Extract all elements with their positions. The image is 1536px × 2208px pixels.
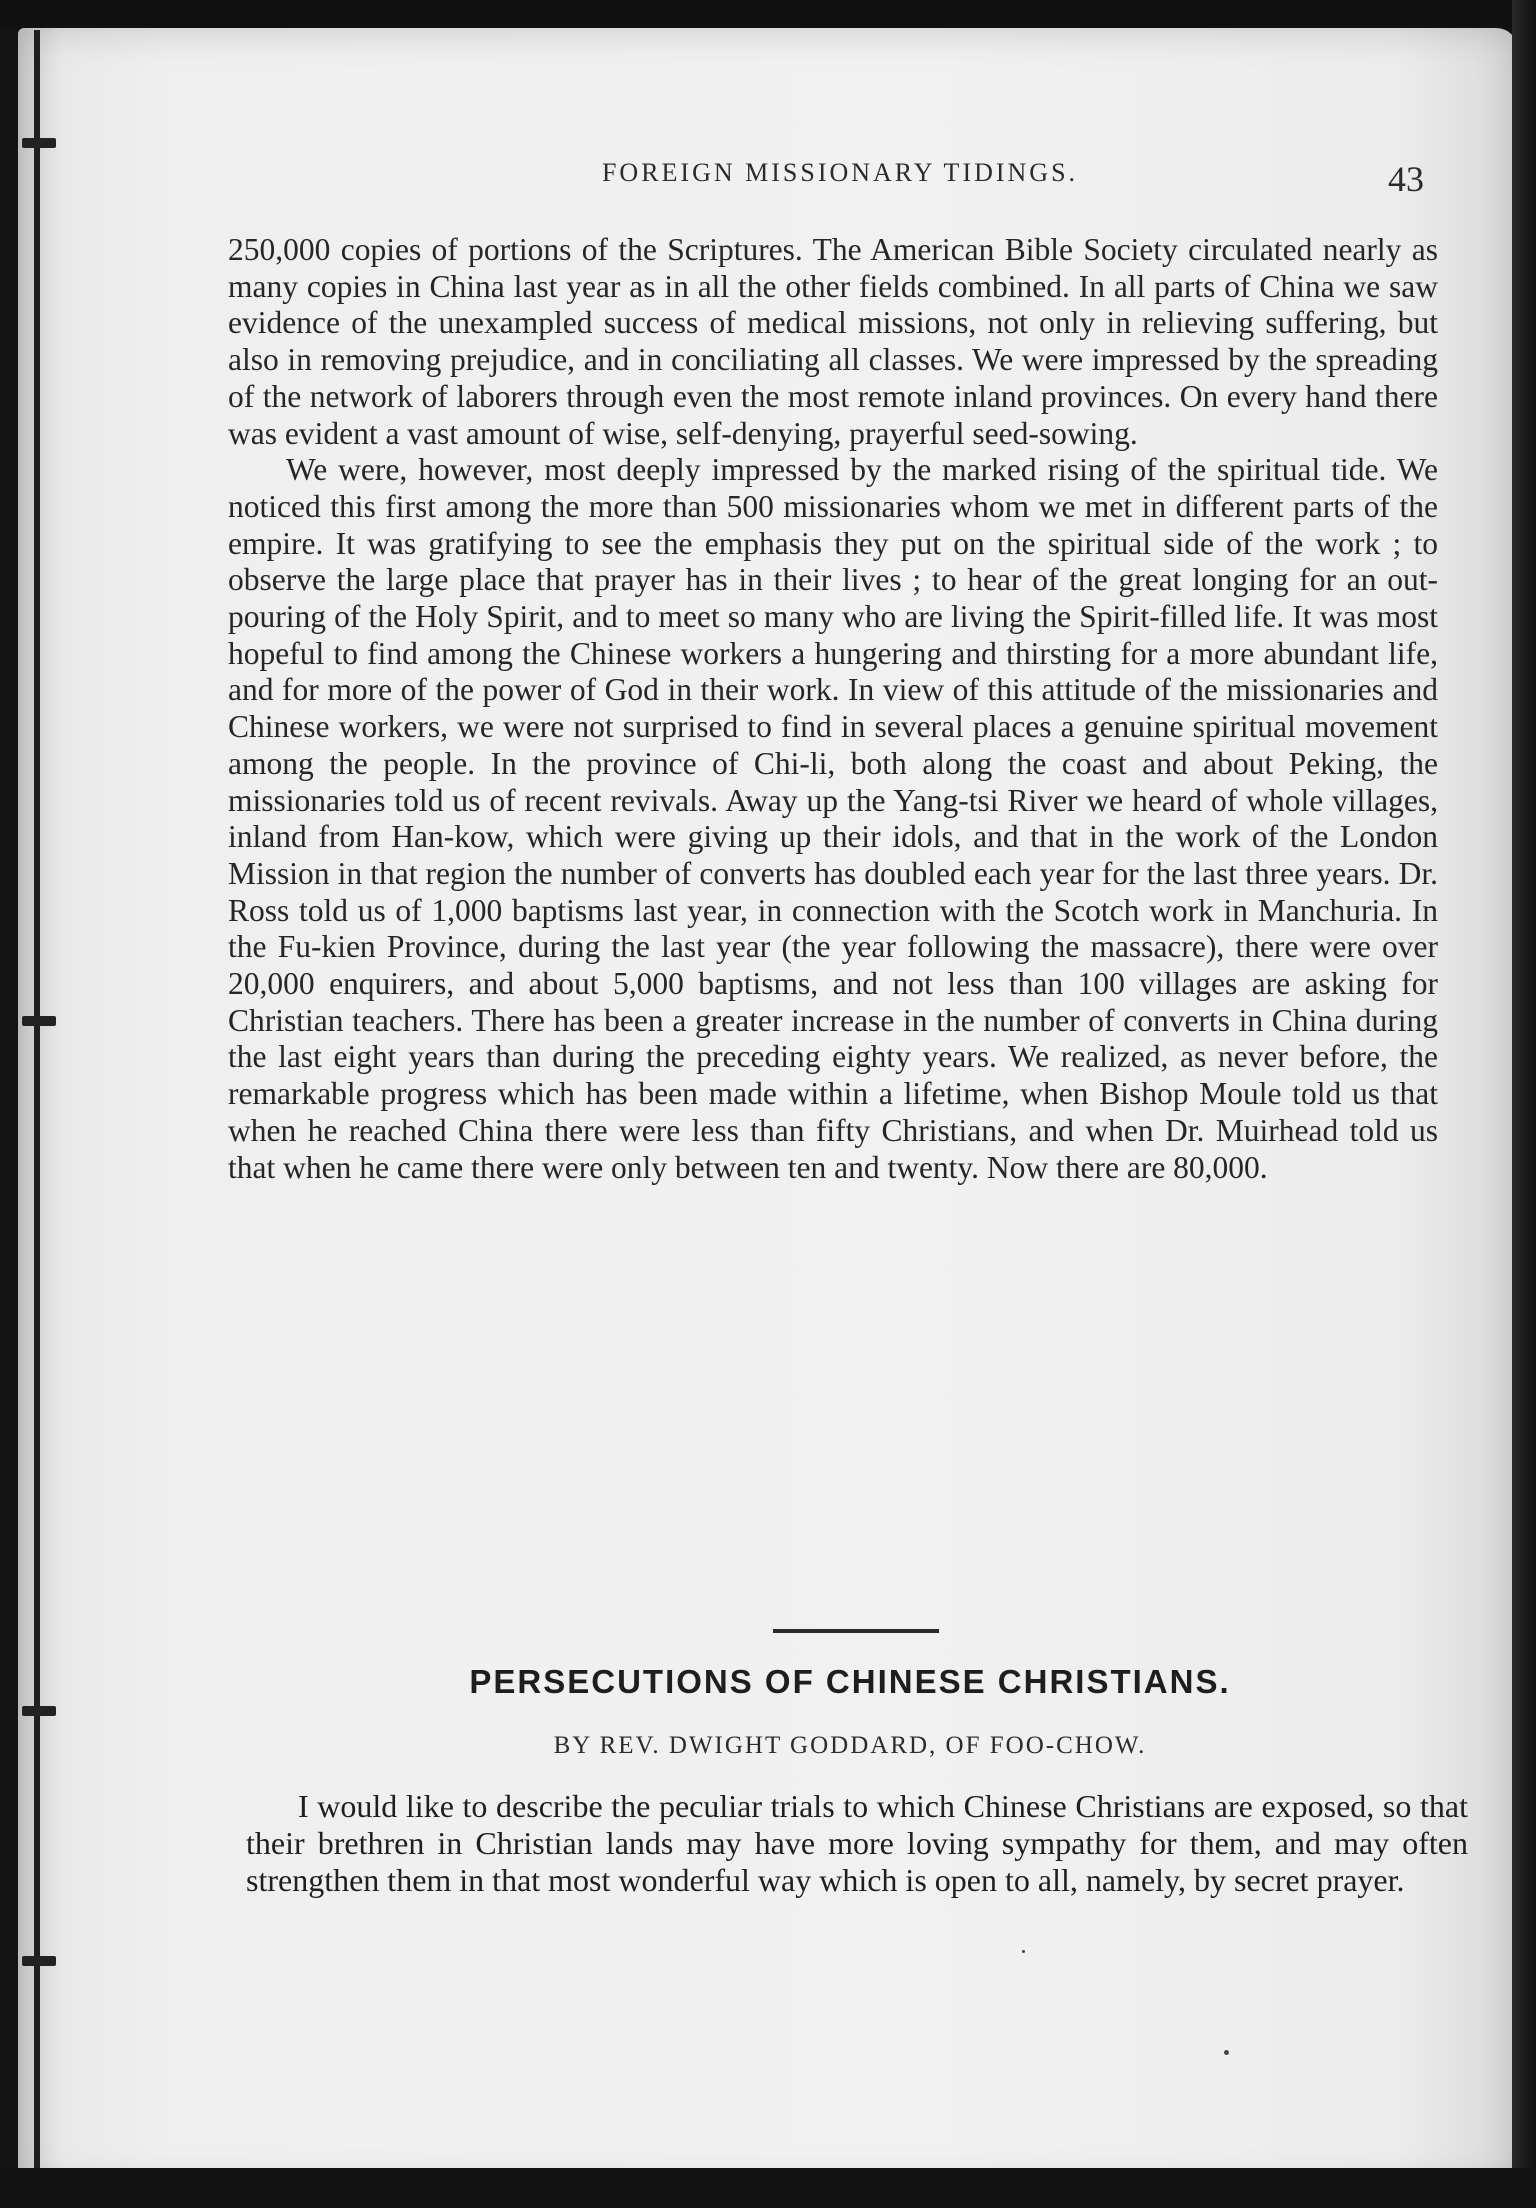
article-body bbox=[246, 1788, 1468, 1899]
article-paragraph: I would like to describe the peculiar trials to which Chinese Christians are exposed, so that their brethren in Christian lands may have more loving sympathy for them, and may often strengthen them in that most wonderful way which is open to all, namely, by secret prayer. bbox=[246, 1788, 1468, 1898]
body-text bbox=[228, 232, 1438, 1186]
section-divider bbox=[773, 1629, 939, 1633]
binding-stitch bbox=[22, 138, 56, 148]
ink-speck bbox=[1224, 2050, 1229, 2055]
binding-stitch bbox=[22, 1016, 56, 1026]
article-byline: BY REV. DWIGHT GODDARD, OF FOO-CHOW. bbox=[553, 1732, 1147, 1759]
article-title: PERSECUTIONS OF CHINESE CHRISTIANS. bbox=[469, 1663, 1231, 1700]
page-number: 43 bbox=[1388, 159, 1424, 199]
binding-stitch bbox=[22, 1706, 56, 1716]
bottom-edge bbox=[0, 2168, 1536, 2208]
right-edge bbox=[1512, 0, 1536, 2208]
binding-spine bbox=[34, 30, 40, 2190]
body-paragraph: We were, however, most deeply impressed by the marked rising of the spiritual tide. We noticed this first among the more than 500 missionaries whom we met in different parts of the empire. It was gratifying to see the emphasis they put on the spiritual side of the work ; to observe the large place that prayer has in their lives ; to hear of the great longing for an out-pouring of the Holy Spirit, and to meet so many who are living the Spirit-filled life. It was most hopeful to find among the Chinese workers a hungering and thirsting for a more abundant life, and for more of the power of God in their work. In view of this attitude of the missionaries and Chinese workers, we were not surprised to find in several places a genuine spiritual movement among the people. In the province of Chi-li, both along the coast and about Peking, the missionaries told us of recent revivals. Away up the Yang-tsi River we heard of whole villages, inland from Han-kow, which were giving up their idols, and that in the work of the London Mission in that region the number of converts has doubled each year for the last three years. Dr. Ross told us of 1,000 baptisms last year, in connection with the Scotch work in Manchuria. In the Fu-kien Province, during the last year (the year following the massacre), there were over 20,000 enquirers, and about 5,000 baptisms, and not less than 100 villages are asking for Christian teachers. There has been a greater increase in the number of converts in China during the last eight years than during the preceding eighty years. We realized, as never before, the remarkable progress which has been made within a lifetime, when Bishop Moule told us that when he reached China there were less than fifty Christians, and when Dr. Muirhead told us that when he came there were only between ten and twenty. Now there are 80,000. bbox=[228, 452, 1438, 1185]
running-head: FOREIGN MISSIONARY TIDINGS. bbox=[601, 158, 1079, 187]
top-edge bbox=[0, 0, 1536, 30]
ink-speck bbox=[1022, 1950, 1025, 1953]
body-paragraph: 250,000 copies of portions of the Scriptures. The American Bible Society circulated nearly as many copies in China last year as in all the other fields combined. In all parts of China we saw evidence of the unexampled success of medical missions, not only in relieving suffering, but also in removing prejudice, and in conciliating all classes. We were impressed by the spreading of the network of laborers through even the most remote inland provinces. On every hand there was evident a vast amount of wise, self-denying, prayerful seed-sowing. bbox=[228, 232, 1438, 451]
binding-stitch bbox=[22, 1956, 56, 1966]
